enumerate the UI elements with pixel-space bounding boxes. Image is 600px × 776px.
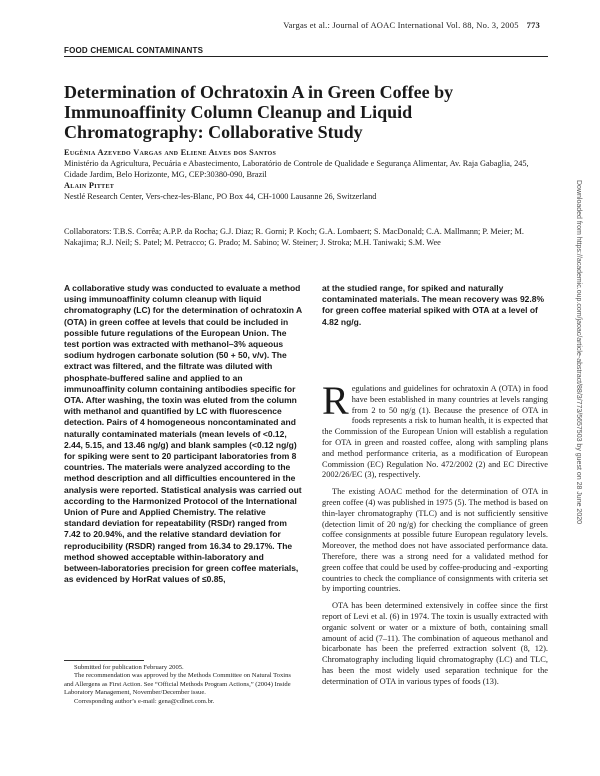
section-divider: [64, 56, 548, 57]
footnote-recommendation: The recommendation was approved by the Methods Committee on Natural Toxins and Allergens as First Action. See “Official Methods Program Actions,” (2004) Inside Laboratory Management, November/December issue.: [64, 672, 291, 697]
author-affiliation-secondary: Nestlé Research Center, Vers-chez-les-Blanc, PO Box 44, CH-1000 Lausanne 26, Switzerland: [64, 192, 377, 201]
abstract-part-1: A collaborative study was conducted to evaluate a method using immunoaffinity column cleanup with liquid chromatography (LC) for the determination of ochratoxin A (OTA) in green coffee at levels that could be included in possible future regulations of the European Union. The test portion was extracted with methanol–3% aqueous sodium hydrogen carbonate solution (50 + 50, v/v). The extract was filtered, and the filtrate was diluted with phosphate-buffered saline and applied to an immunoaffinity column containing antibodies specific for OTA. After washing, the toxin was eluted from the column with methanol and quantified by LC with fluorescence detection. Pairs of 4 homogeneous noncontaminated and naturally contaminated materials (mean levels of <0.12, 2.44, 5.15, and 13.46 ng/g) and blank samples (<0.12 ng/g) for spiking were sent to 20 participant laboratories from 8 countries. The materials were analyzed according to the method description and all difficulties encountered in the analysis were reported. Statistical analysis was carried out according to the Harmonized Protocol of the International Union of Pure and Applied Chemistry. The relative standard deviation for repeatability (RSDr) ranged from 7.42 to 20.94%, and the relative standard deviation for reproducibility (RSDR) ranged from 16.34 to 29.17%. The method showed acceptable within-laboratory and between-laboratories precision for green coffee materials, as evidenced by HorRat values of ≤0.85,: [64, 283, 302, 585]
author-names-secondary: Alain Pittet: [64, 181, 115, 190]
footnote-email: Corresponding author’s e-mail: gena@cdlnet.com.br.: [74, 697, 215, 705]
author-block: [64, 147, 548, 202]
article-title: Determination of Ochratoxin A in Green Coffee by Immunoaffinity Column Cleanup and Liquid Chromatography: Collaborative Study: [64, 82, 454, 142]
footnote-submitted: Submitted for publication February 2005.: [74, 664, 184, 671]
footnotes: [64, 664, 300, 706]
body-paragraph-1-text: egulations and guidelines for ochratoxin A (OTA) in food have been established in many countries at levels ranging from 2 to 50 ng/g (1). Because the presence of OTA in foods represents a risk to human health, it is expected that the Commission of the European Union will establish a regulation for OTA in green and roasted coffee, along with sampling plans and method performance criteria, as a modification of European Commission (EC) Regulation No. 472/2002 (2) and EC Directive 2002/26/EC (3), respectively.: [322, 384, 548, 480]
body-paragraph-3: OTA has been determined extensively in coffee since the first report of Levi et al. (6) in 1974. The toxin is usually extracted with organic solvent or water or a mixture of both, containing small amount of acid (7–11). The combination of aqueous methanol and bicarbonate has been the preferred extraction solvent (8, 12). Chromatography including liquid chromatography (LC) and TLC, has been the most widely used separation technique for the determination of OTA in various types of foods (13).: [322, 601, 548, 686]
author-affiliation-primary: Ministério da Agricultura, Pecuária e Abastecimento, Laboratório de Controle de Qualidade e Segurança Alimentar, Av. Raja Gabaglia, 245, Cidade Jardim, Belo Horizonte, MG, CEP:30380-090, Brazil: [64, 159, 529, 179]
body-text: [322, 378, 548, 688]
page-number: 773: [526, 20, 540, 30]
drop-cap: R: [322, 378, 349, 423]
abstract-part-2: at the studied range, for spiked and naturally contaminated materials. The mean recovery was 92.8% for green coffee material spiked with OTA at a level of 4.82 ng/g.: [322, 283, 545, 327]
running-head-journal: Vargas et al.: Journal of AOAC International Vol. 88, No. 3, 2005: [283, 20, 519, 30]
footnote-divider: [64, 660, 144, 661]
download-watermark: Downloaded from https://academic.oup.com/jaoac/article-abstract/88/3/773/5657503 by guest on 28 June 2020: [575, 180, 582, 524]
body-paragraph-2: The existing AOAC method for the determination of OTA in green coffee (4) was published in 1975 (5). The method is based on thin-layer chromatography (TLC) and is not sufficiently sensitive (detection limit of 20 ng/g) for checking the compliance of green coffee consignments at possible future European regulatory levels. Moreover, the method does not have associated performance data. Therefore, there was a strong need for a validated method for green coffee that could be used by coffee-producing and -exporting countries to check the compliance of consignments with criteria set by importing countries.: [322, 487, 548, 594]
body-paragraph-1: [322, 378, 548, 481]
collaborators: Collaborators: T.B.S. Corrêa; A.P.P. da Rocha; G.J. Diaz; R. Gorni; P. Koch; G.A. Lombaert; S. MacDonald; C.A. Mallmann; P. Meier; M. Nakajima; R.J. Neil; S. Patel; M. Petracco; G. Prado; M. Sabino; W. Steiner; J. Stroka; M.H. Taniwaki; S.M. Wee: [64, 227, 524, 247]
running-head: [283, 20, 540, 30]
author-names-primary: Eugênia Azevedo Vargas and Eliene Alves dos Santos: [64, 148, 277, 157]
section-label: FOOD CHEMICAL CONTAMINANTS: [64, 46, 204, 55]
